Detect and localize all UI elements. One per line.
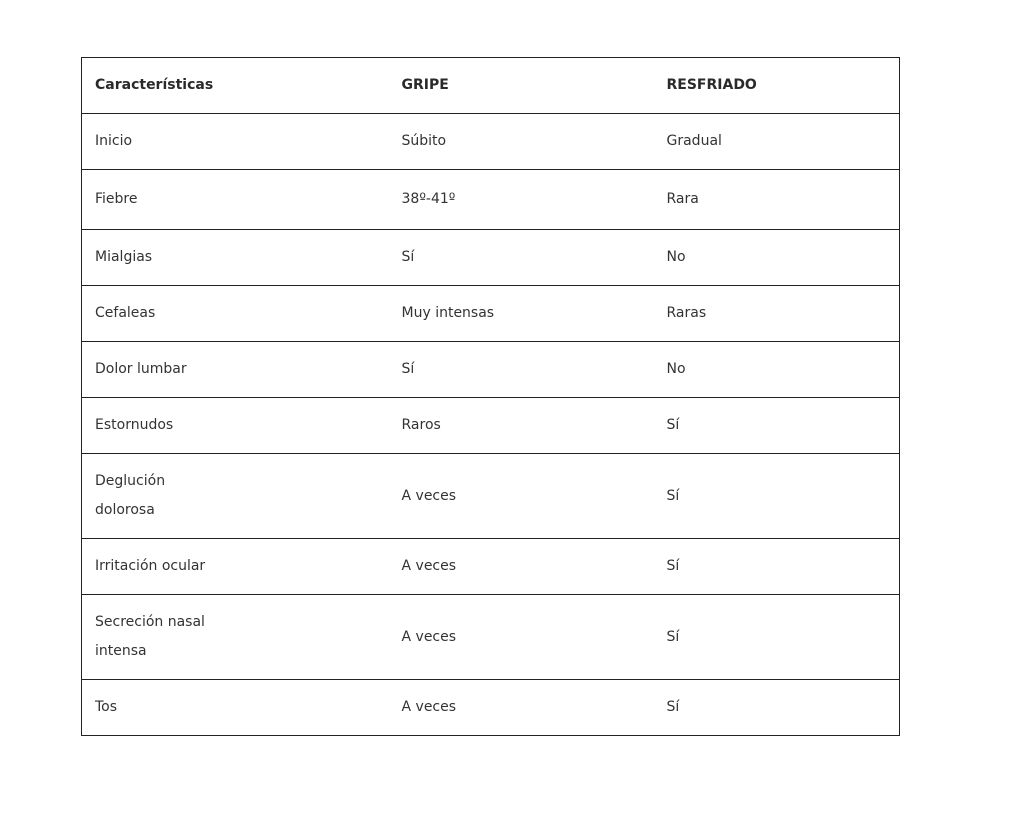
row-label: Dolor lumbar	[82, 342, 389, 398]
gripe-cell: A veces	[389, 539, 654, 595]
row-label: Estornudos	[82, 398, 389, 454]
resfriado-cell: No	[654, 342, 900, 398]
comparison-table	[81, 57, 900, 736]
table-row	[82, 170, 900, 230]
resfriado-cell: Sí	[654, 398, 900, 454]
row-label: Cefaleas	[82, 286, 389, 342]
gripe-cell: A veces	[389, 680, 654, 736]
row-label: Mialgias	[82, 230, 389, 286]
resfriado-cell: Sí	[654, 680, 900, 736]
table-row	[82, 114, 900, 170]
gripe-cell: Súbito	[389, 114, 654, 170]
table-row	[82, 454, 900, 539]
gripe-cell: A veces	[389, 454, 654, 539]
table-row	[82, 398, 900, 454]
table-row	[82, 595, 900, 680]
resfriado-cell: Gradual	[654, 114, 900, 170]
gripe-cell: 38º-41º	[389, 170, 654, 230]
resfriado-cell: Sí	[654, 595, 900, 680]
table-row	[82, 539, 900, 595]
row-label: Tos	[82, 680, 389, 736]
row-label: Irritación ocular	[82, 539, 389, 595]
resfriado-cell: Sí	[654, 539, 900, 595]
resfriado-cell: No	[654, 230, 900, 286]
table-row	[82, 286, 900, 342]
header-gripe: GRIPE	[389, 58, 654, 114]
gripe-cell: A veces	[389, 595, 654, 680]
row-label	[82, 595, 389, 680]
header-resfriado: RESFRIADO	[654, 58, 900, 114]
row-label: Fiebre	[82, 170, 389, 230]
gripe-cell: Raros	[389, 398, 654, 454]
row-label	[82, 454, 389, 539]
row-label: Inicio	[82, 114, 389, 170]
table-row	[82, 230, 900, 286]
table-header-row	[82, 58, 900, 114]
gripe-cell: Sí	[389, 342, 654, 398]
resfriado-cell: Sí	[654, 454, 900, 539]
table-row	[82, 342, 900, 398]
gripe-cell: Muy intensas	[389, 286, 654, 342]
row-label-text: Secreción nasal intensa	[95, 614, 205, 659]
resfriado-cell: Rara	[654, 170, 900, 230]
gripe-cell: Sí	[389, 230, 654, 286]
table-row	[82, 680, 900, 736]
header-characteristics: Características	[82, 58, 389, 114]
row-label-text: Deglución dolorosa	[95, 473, 166, 518]
resfriado-cell: Raras	[654, 286, 900, 342]
